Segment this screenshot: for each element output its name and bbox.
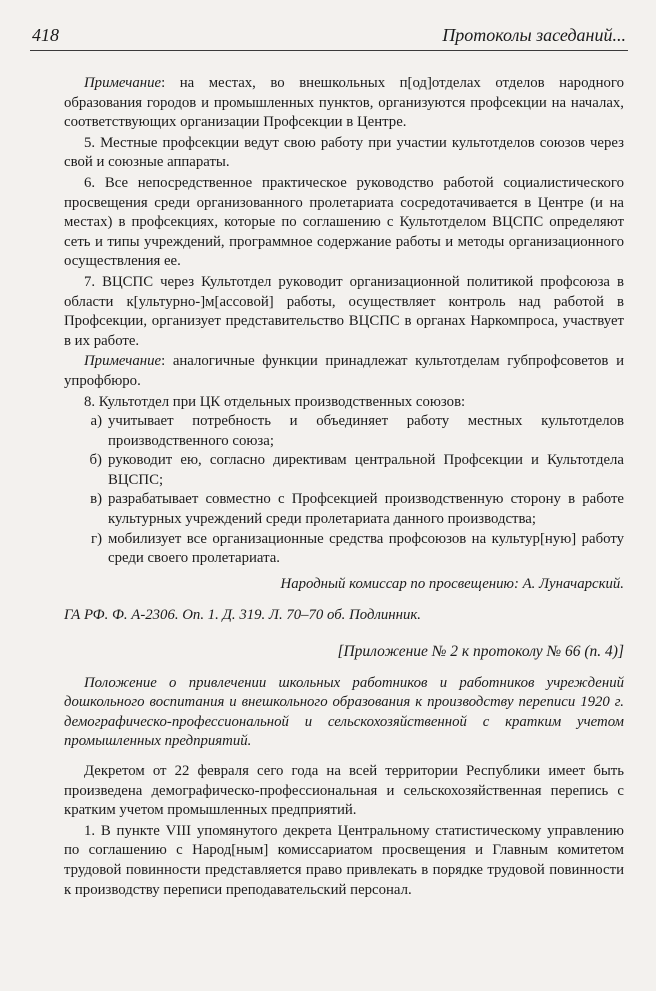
list-marker: б)	[89, 452, 102, 469]
list-marker: а)	[90, 413, 102, 430]
list-item	[64, 490, 624, 529]
paragraph-8: 8. Культотдел при ЦК отдельных производственных союзов:	[84, 393, 466, 410]
section-gap	[64, 752, 624, 762]
document-title: Положение о привлечении школьных работников и работников учреждений дошкольного воспитания и внешкольного образования к производству переписи 1920 г. демографическо-профессиональной и сельскохозяйственной с кратким учетом промышленных предприятий.	[64, 674, 624, 750]
list-text: разрабатывает совместно с Профсекцией производственную сторону в работе культурных учреждений среди пролетариата данного производства;	[108, 491, 624, 528]
note-paragraph-2	[64, 352, 624, 391]
note-label: Примечание	[84, 75, 162, 91]
list-item	[64, 412, 624, 451]
archive-reference: ГА РФ. Ф. А-2306. Оп. 1. Д. 319. Л. 70–70 об. Подлинник.	[64, 607, 422, 624]
paragraph-7: 7. ВЦСПС через Культотдел руководит организационной политикой профсоюза в области к[ультурно-]м[ассовой] работы, осуществляет контроль над работой в Профсекции, организует представительство ВЦСПС в органах Наркомпроса, участвует в их работе.	[64, 273, 624, 349]
note-label: Примечание	[84, 353, 162, 370]
note-paragraph-1	[64, 74, 624, 133]
list-item	[64, 530, 624, 569]
page-number: 418	[32, 25, 59, 45]
running-title: Протоколы заседаний...	[442, 25, 626, 45]
signature-line: Народный комиссар по просвещению: А. Луначарский.	[280, 575, 624, 592]
list-marker: в)	[90, 491, 102, 508]
decree-paragraph: Декретом от 22 февраля сего года на всей территории Республики имеет быть произведена демографическо-профессиональная и сельскохозяйственная перепись с кратким учетом промышленных предприятий.	[64, 763, 624, 819]
list-item	[64, 451, 624, 490]
paragraph-5: 5. Местные профсекции ведут свою работу при участии культотделов союзов через свой и союзные аппараты.	[64, 134, 624, 171]
subitem-list	[64, 412, 624, 569]
list-text: руководит ею, согласно директивам центральной Профсекции и Культотдела ВЦСПС;	[108, 452, 624, 488]
page-body	[64, 74, 624, 900]
page-header	[30, 22, 628, 51]
note-text: : на местах, во внешкольных п[од]отделах отделов народного образования городов и промышленных пунктов, организуются профсекции на началах, соответствующих организации Профсекции в Центре.	[64, 75, 624, 131]
item-1-paragraph: 1. В пункте VIII упомянутого декрета Центральному статистическому управлению по соглашению с Народ[ным] комиссариатом просвещения и Главным комитетом трудовой повинности представляется право привлекать в порядке трудовой повинности к производству переписи преподавательский персонал.	[64, 822, 624, 898]
appendix-heading: [Приложение № 2 к протоколу № 66 (п. 4)]	[337, 643, 624, 661]
list-text: учитывает потребность и объединяет работу местных культотделов производственного союза;	[108, 413, 624, 449]
list-text: мобилизует все организационные средства профсоюзов на культур[ную] работу среди своего пролетариата.	[108, 530, 624, 567]
note-text: : аналогичные функции принадлежат культотделам губпрофсоветов и упрофбюро.	[64, 353, 624, 389]
paragraph-6: 6. Все непосредственное практическое руководство работой социалистического просвещения среди организованного пролетариата сосредотачивается в Центре (и на местах) в профсекциях, которые по соглашению с Культотделом ВЦСПС определяют сеть и типы учреждений, программное содержание работы и методы организационного осуществления ее.	[64, 174, 624, 270]
list-marker: г)	[91, 530, 102, 547]
